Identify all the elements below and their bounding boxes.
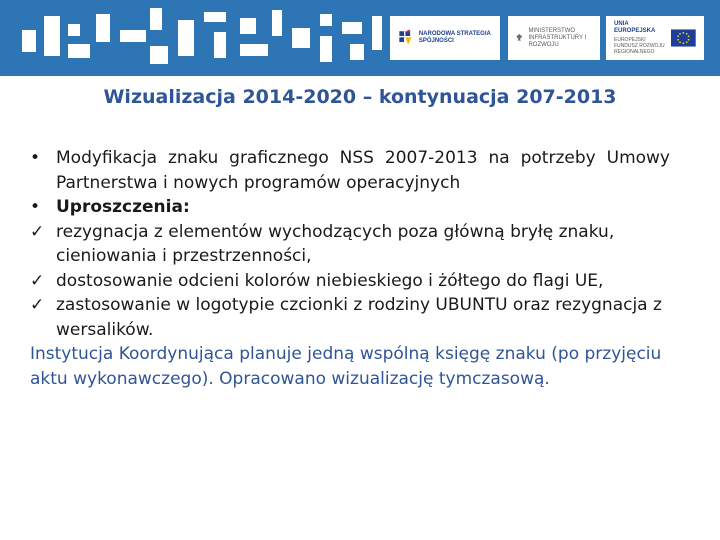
list-item xyxy=(30,220,670,269)
list-item-text: Uproszczenia: xyxy=(56,197,190,217)
banner-decoration xyxy=(150,8,162,30)
banner-decoration xyxy=(240,44,268,56)
banner-decoration xyxy=(292,28,310,48)
list-item xyxy=(30,146,670,195)
banner-decoration xyxy=(320,36,332,62)
eu-logo-title: UNIA EUROPEJSKA xyxy=(614,21,656,34)
banner-decoration xyxy=(320,14,332,26)
checkmark-icon: ✓ xyxy=(30,221,45,242)
ministry-logo xyxy=(508,16,600,60)
bullet-marker: • xyxy=(30,197,41,217)
list-item-text: dostosowanie odcieni kolorów niebieskiego i żółtego do flagi UE, xyxy=(56,270,604,291)
slide-title: Wizualizacja 2014-2020 – kontynuacja 207-2013 xyxy=(103,86,617,108)
eagle-emblem-icon xyxy=(516,27,522,49)
banner-decoration xyxy=(150,46,168,64)
eu-flag-icon xyxy=(671,29,696,47)
nss-logo-text: NARODOWA STRATEGIA SPÓJNOŚCI xyxy=(418,31,491,44)
list-item-text: Modyfikacja znaku graficznego NSS 2007-2013 na potrzeby Umowy Partnerstwa i nowych programów operacyjnych xyxy=(56,148,670,193)
banner-decoration xyxy=(342,22,362,34)
banner-decoration xyxy=(372,16,382,50)
list-item xyxy=(30,293,670,342)
banner-decoration xyxy=(272,10,282,36)
footer-note: Instytucja Koordynująca planuje jedną wspólną księgę znaku (po przyjęciu aktu wykonawczego). Opracowano wizualizację tymczasową. xyxy=(30,344,662,389)
banner-decoration xyxy=(214,32,226,58)
eu-logo-text: EUROPEJSKI FUNDUSZ ROZWOJU REGIONALNEGO xyxy=(614,37,665,55)
banner-decoration xyxy=(68,44,90,58)
nss-logo xyxy=(390,16,500,60)
checkmark-icon: ✓ xyxy=(30,295,45,315)
banner-decoration xyxy=(240,18,256,34)
banner-decoration xyxy=(178,20,194,56)
eu-logo xyxy=(606,16,704,60)
banner-decoration xyxy=(68,24,80,36)
banner-decoration xyxy=(204,12,226,22)
banner-decoration xyxy=(120,30,146,42)
banner-decoration xyxy=(96,14,110,42)
header-banner xyxy=(0,0,720,76)
list-item-text: rezygnacja z elementów wychodzących poza główną bryłę znaku, cieniowania i przestrzenności, xyxy=(56,221,615,266)
banner-decoration xyxy=(44,16,60,56)
banner-decoration xyxy=(350,44,364,60)
ministry-logo-text: MINISTERSTWO INFRASTRUKTURY I ROZWOJU xyxy=(528,27,587,48)
slide-content xyxy=(30,146,670,391)
checkmark-icon: ✓ xyxy=(30,270,45,291)
list-item-text: zastosowanie w logotypie czcionki z rodziny UBUNTU oraz rezygnacja z wersalików. xyxy=(56,295,662,340)
nss-emblem-icon xyxy=(398,24,413,52)
banner-decoration xyxy=(22,30,36,52)
list-item xyxy=(30,269,670,294)
list-item xyxy=(30,195,670,220)
bullet-marker: • xyxy=(30,148,41,168)
